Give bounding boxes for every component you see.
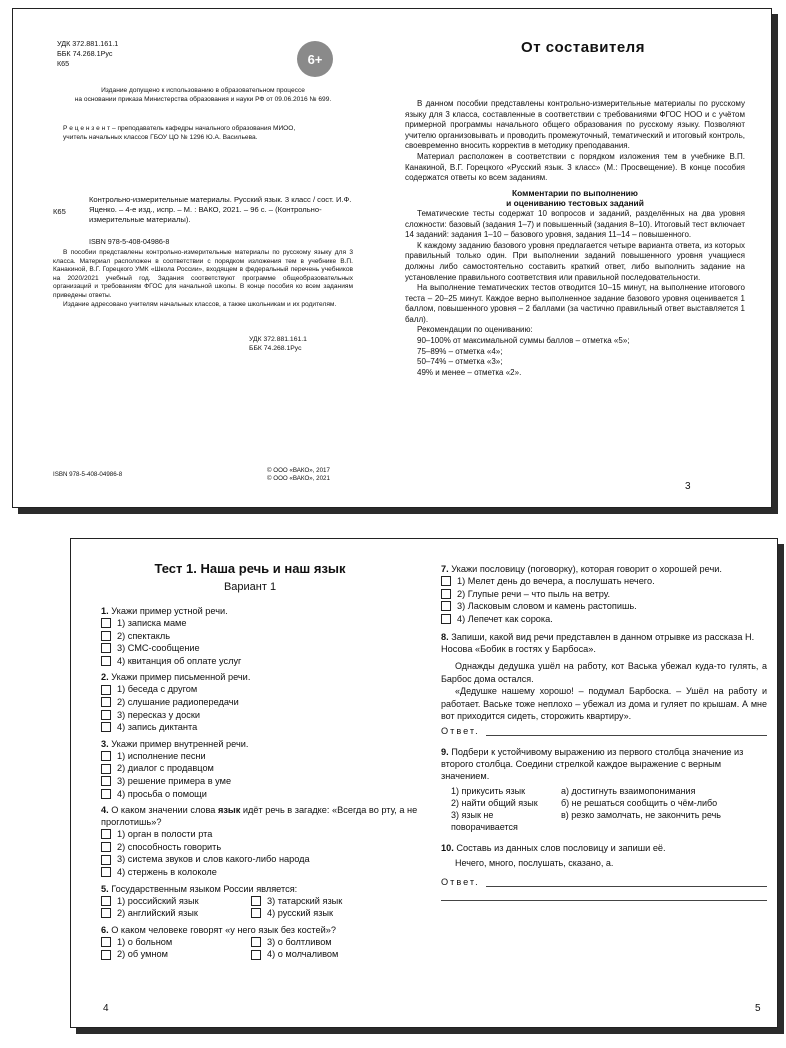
q8-excerpt-2: «Дедушке нашему хорошо! – подумал Барбоска. – Ушёл на работу и работает. Ваське тоже неплохо – убежал из дома и гуляет по крышам. А мне вот приходится сидеть, сторожить квартиру».	[441, 686, 767, 721]
option-label: 1) Мелет день до вечера, а послушать нечего.	[457, 576, 655, 586]
checkbox[interactable]	[251, 908, 261, 918]
grade-item: 75–89% – отметка «4»;	[417, 346, 503, 356]
catalog-title: Контрольно-измерительные материалы. Русский язык. 3 класс / сост. И.Ф. Яценко. – 4-е изд., испр. – М. : ВАКО, 2021. – 96 с. – (Контрольно-измерительные материалы).	[89, 195, 352, 224]
bbk-code: ББК 74.268.1Рус	[57, 49, 113, 58]
copyright-line-1: © ООО «ВАКО», 2017	[267, 467, 330, 474]
checkbox[interactable]	[251, 896, 261, 906]
isbn: ISBN 978-5-408-04986-8	[89, 237, 170, 246]
q3-option-3[interactable]	[101, 775, 421, 788]
option-label: 2) способность говорить	[117, 841, 222, 852]
option-label: 3) СМС-сообщение	[117, 643, 200, 654]
checkbox[interactable]	[441, 601, 451, 611]
reviewer-line-1: Р е ц е н з е н т – преподаватель кафедры начального образования МИОО,	[63, 125, 296, 132]
comments-title	[405, 188, 745, 209]
q2-number: 2.	[101, 672, 109, 683]
q2-option-3[interactable]	[101, 709, 421, 722]
option-label: 4) русский язык	[267, 908, 334, 919]
question-5	[101, 883, 421, 895]
option-label: 2) Глупые речи – что пыль на ветру.	[457, 588, 611, 599]
q9-meaning[interactable]: в) резко замолчать, не закончить речь	[561, 810, 721, 820]
top-book-spread	[12, 8, 772, 508]
checkbox[interactable]	[251, 950, 261, 960]
checkbox[interactable]	[101, 896, 111, 906]
q7-option-3[interactable]	[441, 600, 767, 613]
questions-left	[101, 601, 421, 961]
foreword-page	[393, 9, 773, 507]
q9-expression[interactable]: 3) язык не поворачивается	[451, 810, 518, 832]
questions-right	[441, 563, 767, 901]
q5-number: 5.	[101, 883, 109, 894]
q9-left-column	[441, 786, 561, 833]
checkbox[interactable]	[101, 710, 111, 720]
q4-keyword: язык	[217, 805, 241, 816]
q4-option-1[interactable]	[101, 828, 421, 841]
checkbox[interactable]	[441, 576, 451, 586]
bottom-book-spread	[70, 538, 778, 1028]
test-page-left	[71, 539, 429, 1027]
q6-option-4[interactable]	[251, 948, 401, 961]
q4-option-2[interactable]	[101, 841, 421, 854]
q5-option-1[interactable]	[101, 895, 251, 908]
q6-text: О каком человеке говорят «у него язык без костей»?	[111, 924, 336, 935]
q2-option-1[interactable]	[101, 683, 421, 696]
q6-option-3[interactable]	[251, 936, 401, 949]
test-title: Тест 1. Наша речь и наш язык	[154, 561, 346, 576]
checkbox[interactable]	[101, 631, 111, 641]
answer-label: Ответ.	[441, 726, 480, 737]
q2-text: Укажи пример письменной речи.	[111, 672, 251, 683]
checkbox[interactable]	[101, 656, 111, 666]
option-label: 1) орган в полости рта	[117, 829, 213, 840]
option-label: 1) записка маме	[117, 618, 187, 628]
checkbox[interactable]	[101, 643, 111, 653]
option-label: 2) диалог с продавцом	[117, 763, 214, 774]
checkbox[interactable]	[101, 908, 111, 918]
checkbox[interactable]	[441, 589, 451, 599]
question-2	[101, 671, 421, 683]
checkbox[interactable]	[101, 789, 111, 799]
foreword-para-1: В данном пособии представлены контрольно-измерительные материалы по русскому языку для 3 класса, составленные в соответствии с требованиями ФГОС НОО и с учётом примерной программы начального общего образования по русскому языку. Позволяют учителю организовывать и проводить промежуточный, тематический и итоговый контроль, своевременно вносить корректив в методику преподавания.	[405, 99, 745, 151]
test-page-right	[429, 539, 779, 1027]
option-label: 1) исполнение песни	[117, 750, 206, 761]
checkbox[interactable]	[101, 618, 111, 628]
q7-number: 7.	[441, 564, 449, 574]
checkbox[interactable]	[101, 776, 111, 786]
q1-option-1[interactable]	[101, 617, 421, 630]
q4-text-c: идёт речь в загадке: «Всегда во рту, а не проглотишь»?	[101, 805, 418, 828]
question-7	[441, 563, 767, 575]
grade-item: 50–74% – отметка «3»;	[417, 357, 503, 367]
checkbox[interactable]	[101, 697, 111, 707]
option-label: 1) российский язык	[117, 895, 199, 906]
checkbox[interactable]	[101, 751, 111, 761]
option-label: 4) квитанция об оплате услуг	[117, 655, 242, 666]
udk-repeat	[249, 335, 307, 353]
approval-line-2: на основании приказа Министерства образования и науки РФ от 09.06.2016 № 699.	[74, 95, 332, 103]
q8-answer[interactable]	[441, 726, 767, 736]
catalog-entry	[53, 195, 353, 225]
question-10	[441, 842, 767, 854]
option-label: 4) стержень в колоколе	[117, 866, 217, 877]
option-label: 3) Ласковым словом и камень растопишь.	[457, 601, 637, 612]
foreword-para-5: На выполнение тематических тестов отводится 10–15 минут, на выполнение итогового теста – 20–25 минут. Каждое верно выполненное задание базового уровня оценивается 1 баллом, повышенного уровня – 2 баллами (за частично правильный ответ выставляется 1 балл).	[405, 283, 745, 324]
option-label: 2) об умном	[117, 949, 168, 960]
q5-option-3[interactable]	[251, 895, 401, 908]
q9-number: 9.	[441, 747, 449, 758]
checkbox[interactable]	[101, 950, 111, 960]
q4-text-a: О каком значении слова	[111, 805, 218, 816]
checkbox[interactable]	[101, 829, 111, 839]
option-label: 4) просьба о помощи	[117, 788, 207, 799]
q10-words: Нечего, много, послушать, сказано, а.	[455, 857, 614, 868]
q3-number: 3.	[101, 738, 109, 749]
q6-options	[101, 936, 421, 961]
q1-option-3[interactable]	[101, 642, 421, 655]
foreword-text	[405, 99, 745, 378]
checkbox[interactable]	[101, 867, 111, 877]
grade-item: 49% и менее – отметка «2».	[417, 367, 522, 377]
question-9	[441, 746, 767, 782]
q1-text: Укажи пример устной речи.	[111, 606, 228, 616]
option-label: 4) Лепечет как сорока.	[457, 613, 553, 624]
q9-meaning[interactable]: а) достигнуть взаимопонимания	[561, 786, 696, 797]
option-label: 4) о молчаливом	[267, 949, 339, 960]
q7-option-2[interactable]	[441, 588, 767, 601]
option-label: 3) система звуков и слов какого-либо народа	[117, 854, 310, 865]
udk-repeat-line: УДК 372.881.161.1	[249, 336, 307, 343]
k65-code: К65	[57, 59, 70, 68]
q9-matching	[441, 786, 767, 833]
q9-right-column	[561, 786, 721, 833]
q1-number: 1.	[101, 606, 109, 616]
copyright	[267, 467, 330, 483]
reviewer-note	[63, 125, 353, 142]
option-label: 1) о больном	[117, 936, 173, 947]
question-8	[441, 631, 767, 655]
copyright-line-2: © ООО «ВАКО», 2021	[267, 475, 330, 482]
q8-number: 8.	[441, 632, 449, 643]
option-label: 3) татарский язык	[267, 895, 343, 906]
answer-line[interactable]	[486, 877, 767, 887]
q9-expression[interactable]: 2) найти общий язык	[451, 798, 538, 809]
grade-item: 90–100% от максимальной суммы баллов – отметка «5»;	[417, 336, 630, 346]
q7-option-1[interactable]	[441, 575, 767, 588]
q6-option-1[interactable]	[101, 936, 251, 949]
isbn-bottom: ISBN 978-5-408-04986-8	[53, 471, 123, 478]
age-rating-badge: 6+	[297, 41, 333, 77]
bbk-repeat-line: ББК 74.268.1Рус	[249, 345, 302, 352]
option-label: 1) беседа с другом	[117, 684, 198, 695]
q4-option-3[interactable]	[101, 853, 421, 866]
udk-code: УДК 372.881.161.1	[57, 39, 119, 48]
q2-option-2[interactable]	[101, 696, 421, 709]
abstract	[53, 249, 353, 309]
q1-option-2[interactable]	[101, 630, 421, 643]
q10-extra-line[interactable]	[441, 887, 767, 901]
checkbox[interactable]	[101, 855, 111, 865]
reviewer-line-2: учитель начальных классов ГБОУ ЦО № 1296 Ю.А. Васильева.	[63, 133, 258, 141]
q5-options	[101, 895, 421, 920]
option-label: 3) о болтливом	[267, 936, 332, 947]
answer-line[interactable]	[486, 726, 767, 736]
q6-number: 6.	[101, 924, 109, 935]
q10-answer[interactable]	[441, 877, 767, 887]
q4-option-4[interactable]	[101, 866, 421, 879]
grade-list	[405, 336, 745, 378]
q5-option-2[interactable]	[101, 907, 251, 920]
imprint-page	[13, 9, 393, 507]
q8-text: Запиши, какой вид речи представлен в данном отрывке из рассказа Н. Носова «Бобик в гостях у Барбоса».	[441, 632, 755, 655]
checkbox[interactable]	[101, 722, 111, 732]
q10-number: 10.	[441, 842, 454, 853]
checkbox[interactable]	[441, 614, 451, 624]
answer-label: Ответ.	[441, 877, 480, 887]
q5-text: Государственным языком России является:	[111, 883, 298, 894]
checkbox[interactable]	[251, 937, 261, 947]
q7-option-4[interactable]	[441, 613, 767, 626]
checkbox[interactable]	[101, 937, 111, 947]
option-label: 3) пересказ у доски	[117, 709, 200, 720]
foreword-para-6: Рекомендации по оцениванию:	[417, 325, 533, 335]
q9-text: Подбери к устойчивому выражению из первого столбца значение из второго столбца. Соедини стрелкой каждое выражение с верным значением.	[441, 747, 744, 782]
q3-option-2[interactable]	[101, 762, 421, 775]
foreword-para-2: Материал расположен в соответствии с порядком изложения тем в учебнике В.П. Канакиной, В.Г. Горецкого «Русский язык. 3 класс» (М.: Просвещение). В конце пособия содержатся ответы ко всем заданиям.	[405, 151, 745, 183]
question-4	[101, 804, 421, 828]
abstract-para-2: Издание адресовано учителям начальных классов, а также школьникам и их родителям.	[63, 300, 337, 308]
foreword-para-3: Тематические тесты содержат 10 вопросов и заданий, разделённых на два уровня сложности: базовый (задания 1–7) и повышенный (задания 8–10). Итоговый тест включает 14 заданий: задания 1–10 – базового уровня, задания 11–14 – повышенного.	[405, 208, 745, 240]
q1-option-4[interactable]	[101, 655, 421, 668]
option-label: 2) слушание радиопередачи	[117, 696, 239, 707]
udk-block	[57, 39, 217, 69]
q3-text: Укажи пример внутренней речи.	[111, 738, 249, 749]
question-1	[101, 605, 421, 617]
foreword-title: От составителя	[521, 39, 645, 56]
variant-label: Вариант 1	[223, 581, 277, 593]
q10-text: Составь из данных слов пословицу и запиши её.	[456, 842, 666, 853]
question-3	[101, 738, 421, 750]
q6-option-2[interactable]	[101, 948, 251, 961]
q5-option-4[interactable]	[251, 907, 401, 920]
page-number-5: 5	[755, 1003, 761, 1014]
q9-meaning[interactable]: б) не решаться сообщить о чём-либо	[561, 798, 718, 809]
q9-expression[interactable]: 1) прикусить язык	[451, 786, 526, 797]
option-label: 2) английский язык	[117, 908, 198, 919]
q8-excerpt-1: Однажды дедушка ушёл на работу, кот Васька убежал куда-то гулять, а Барбос дома остался.	[441, 661, 767, 684]
checkbox[interactable]	[101, 764, 111, 774]
q7-text: Укажи пословицу (поговорку), которая говорит о хорошей речи.	[451, 564, 722, 574]
option-label: 3) решение примера в уме	[117, 775, 232, 786]
q3-option-1[interactable]	[101, 750, 421, 763]
comments-title-line-1: Комментарии по выполнению	[512, 187, 638, 198]
abstract-para-1: В пособии представлены контрольно-измерительные материалы по русскому языку для 3 класса. Материал расположен в соответствии с порядком изложения тем в учебнике В.П. Канакиной, В.Г. Горецкого УМК «Школа России», входящем в федеральный перечень учебников на 2020/2021 учебный год. Задания соответствуют программе общеобразовательных организаций и требованиям ФГОС для начальной школы. В конце пособия ко всем заданиям приведены ответы.	[53, 249, 353, 299]
option-label: 4) запись диктанта	[117, 722, 198, 733]
option-label: 2) спектакль	[117, 630, 171, 641]
approval-note	[53, 87, 353, 104]
page-number-3: 3	[685, 481, 691, 492]
catalog-k65: К65	[53, 207, 66, 216]
comments-title-line-2: и оцениванию тестовых заданий	[506, 198, 644, 209]
q4-number: 4.	[101, 805, 109, 816]
foreword-para-4: К каждому заданию базового уровня предлагается четыре варианта ответа, из которых правильный только один. При выполнении заданий повышенного уровня учащиеся должны либо самостоятельно составить краткий ответ, либо выполнить задание на установление правильного соответствия или правильной последовательности.	[405, 240, 745, 282]
checkbox[interactable]	[101, 685, 111, 695]
question-6	[101, 924, 421, 936]
approval-line-1: Издание допущено к использованию в образовательном процессе	[101, 87, 305, 94]
page-number-4: 4	[103, 1003, 109, 1014]
checkbox[interactable]	[101, 842, 111, 852]
q2-option-4[interactable]	[101, 721, 421, 734]
q3-option-4[interactable]	[101, 788, 421, 801]
